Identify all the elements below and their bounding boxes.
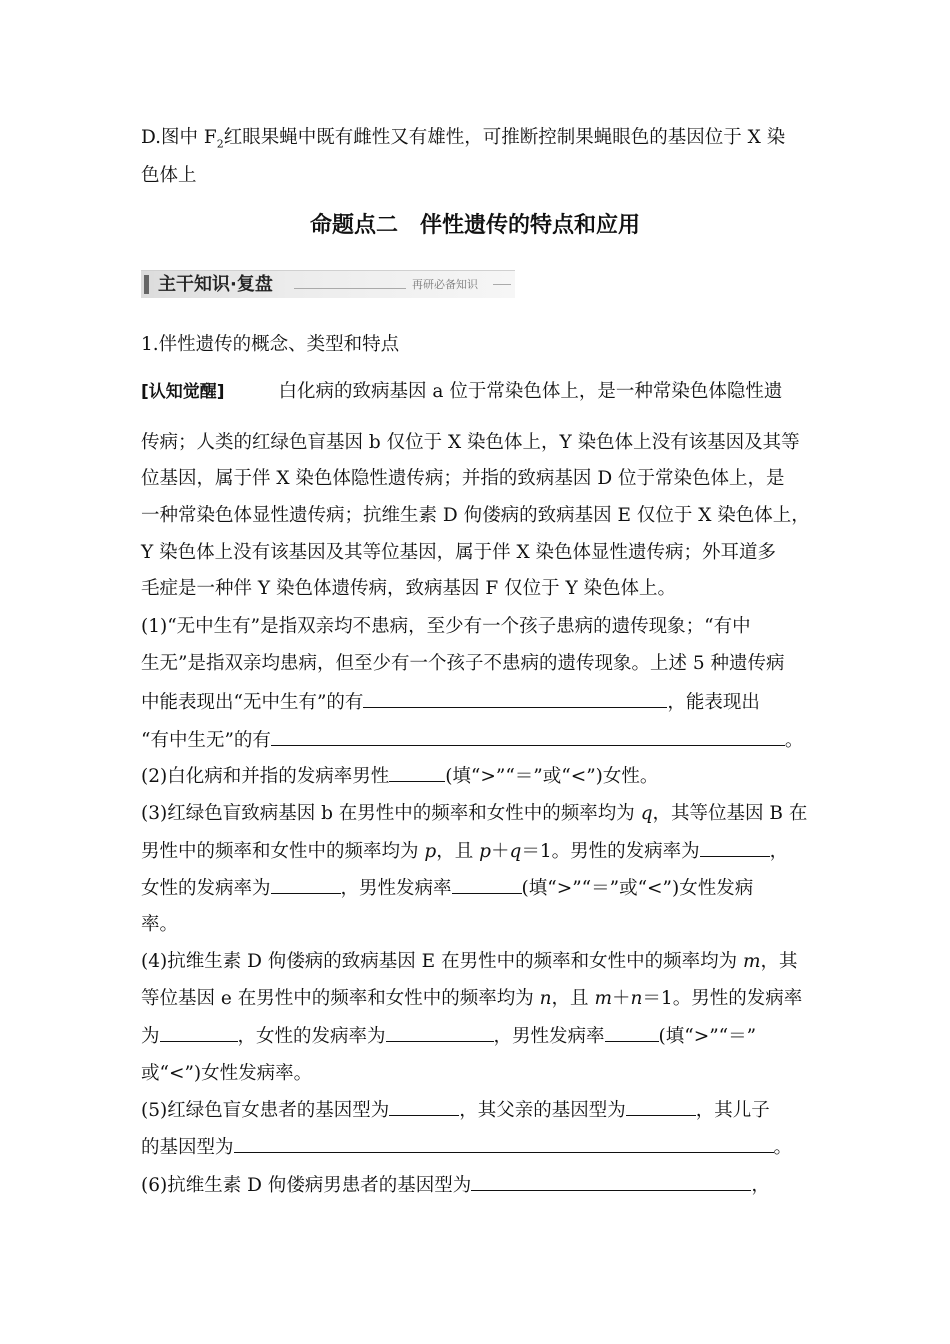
q2-blank[interactable]: [389, 763, 445, 782]
q3-line-2: 男性中的频率和女性中的频率均为 p，且 p＋q＝1。男性的发病率为 ，: [141, 838, 813, 865]
q3-line-4: 率。: [141, 914, 179, 935]
q4-line-4: 或“<”)女性发病率。: [141, 1063, 313, 1084]
q3-line-3: 女性的发病率为 ，男性发病率 (填“>”“＝”或“<”)女性发病: [141, 875, 813, 902]
banner-title: 主干知识·复盘: [158, 274, 273, 295]
section-title: 命题点二 伴性遗传的特点和应用: [309, 213, 640, 238]
q5-line-2: 的基因型为 。: [141, 1134, 813, 1161]
q5-blank-3[interactable]: [234, 1134, 774, 1153]
cognition-line-5: Y 染色体上没有该基因及其等位基因，属于伴 X 染色体显性遗传病；外耳道多: [141, 542, 777, 563]
q5-blank-2[interactable]: [626, 1097, 696, 1116]
cognition-label: [认知觉醒]: [141, 382, 225, 402]
q6-line: (6)抗维生素 D 佝偻病男患者的基因型为 ，: [141, 1172, 813, 1199]
q3-blank-1[interactable]: [700, 838, 770, 857]
cognition-line-6: 毛症是一种伴 Y 染色体遗传病，致病基因 F 仅位于 Y 染色体上。: [141, 578, 677, 599]
q4-blank-1[interactable]: [160, 1023, 238, 1042]
q1-line-2: 生无”是指双亲均患病，但至少有一个孩子不患病的遗传现象。上述 5 种遗传病: [141, 653, 785, 674]
item-1-heading: 1.伴性遗传的概念、类型和特点: [141, 334, 400, 355]
q1-line-3: 中能表现出“无中生有”的有 ，能表现出: [141, 689, 813, 716]
q1-line-4: “有中生无”的有 。: [141, 727, 813, 754]
option-d-line-1: D.图中 $F_2$红眼果蝇中既有雌性又有雄性，可推断控制果蝇眼色的基因位于 X 染: [141, 127, 786, 151]
q4-line-1: (4)抗维生素 D 佝偻病的致病基因 E 在男性中的频率和女性中的频率均为 m，其: [141, 951, 798, 972]
q1-line-1: (1)“无中生有”是指双亲均不患病，至少有一个孩子患病的遗传现象；“有中: [141, 616, 751, 637]
cognition-line-3: 位基因，属于伴 X 染色体隐性遗传病；并指的致病基因 D 位于常染色体上，是: [141, 468, 785, 489]
q4-line-2: 等位基因 e 在男性中的频率和女性中的频率均为 n，且 m＋n＝1。男性的发病率: [141, 988, 803, 1009]
q4-blank-2[interactable]: [386, 1023, 494, 1042]
banner-bar-icon: [144, 275, 149, 294]
q5-blank-1[interactable]: [389, 1097, 459, 1116]
cognition-line-4: 一种常染色体显性遗传病；抗维生素 D 佝偻病的致病基因 E 仅位于 X 染色体上，: [141, 505, 810, 526]
q6-blank[interactable]: [471, 1172, 751, 1191]
q2-line: (2)白化病和并指的发病率男性 (填“>”“＝”或“<”)女性。: [141, 763, 813, 790]
q5-line-1: (5)红绿色盲女患者的基因型为 ，其父亲的基因型为 ，其儿子: [141, 1097, 813, 1124]
banner-rule-end: [493, 284, 511, 285]
q3-line-1: (3)红绿色盲致病基因 b 在男性中的频率和女性中的频率均为 q，其等位基因 B 在: [141, 803, 808, 824]
q4-line-3: 为 ，女性的发病率为 ，男性发病率 (填“>”“＝”: [141, 1023, 813, 1050]
banner-subtitle: 再研必备知识: [412, 278, 478, 291]
section-banner: [141, 270, 515, 298]
option-d-line-2: 色体上: [141, 165, 197, 186]
q4-blank-3[interactable]: [605, 1023, 659, 1042]
cognition-line-2: 传病；人类的红绿色盲基因 b 仅位于 X 染色体上，Y 染色体上没有该基因及其等: [141, 432, 800, 453]
q3-blank-2[interactable]: [271, 875, 341, 894]
q3-blank-3[interactable]: [452, 875, 522, 894]
q1-blank-1[interactable]: [363, 689, 667, 708]
q1-blank-2[interactable]: [271, 727, 785, 746]
banner-rule: [294, 288, 406, 289]
cognition-line-1: [认知觉醒] 白化病的致病基因 a 位于常染色体上，是一种常染色体隐性遗: [141, 381, 783, 402]
